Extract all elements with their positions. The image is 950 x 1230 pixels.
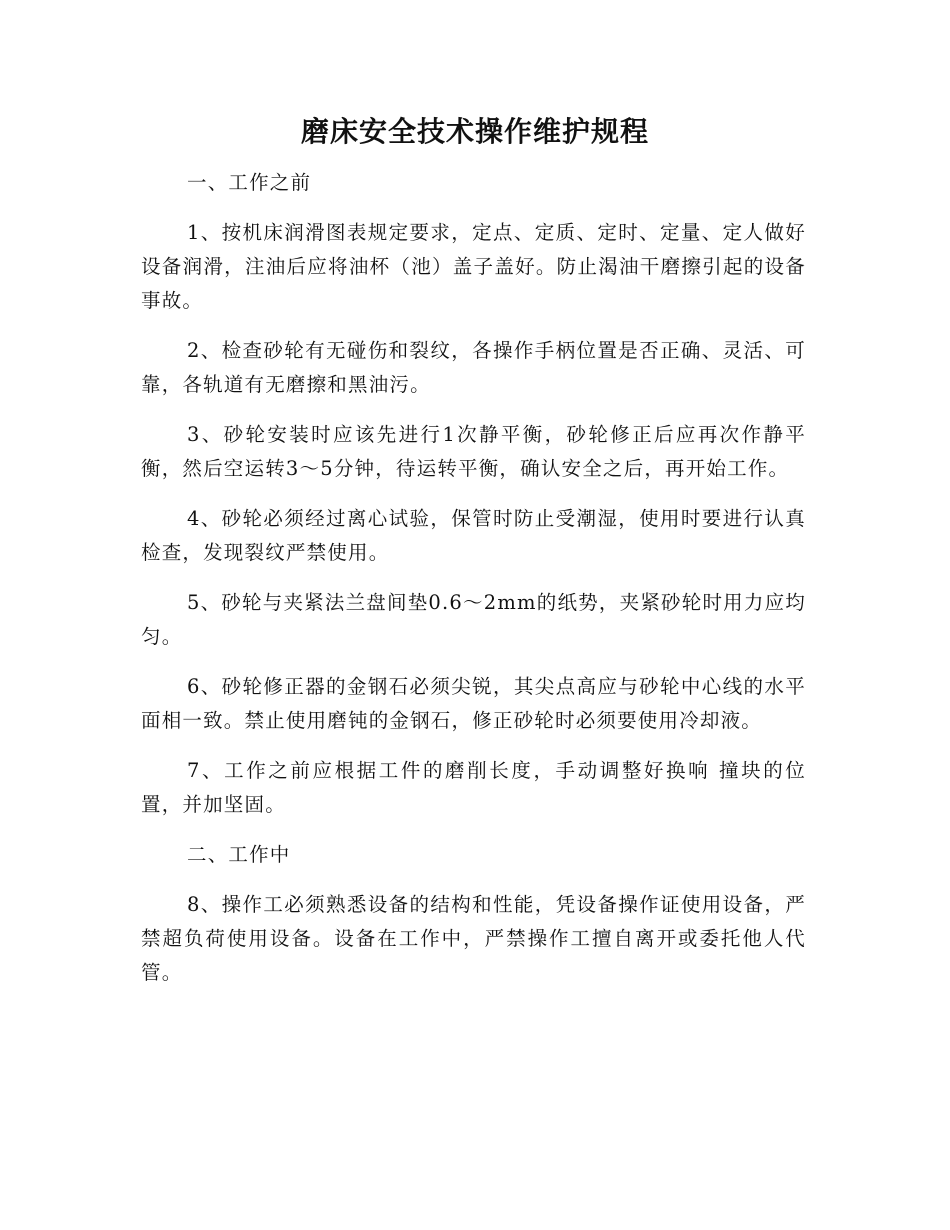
paragraph-4-centrifugal-test: 4、砂轮必须经过离心试验，保管时防止受潮湿，使用时要进行认真检查，发现裂纹严禁使用。 (141, 507, 806, 564)
paragraph-6-diamond-dresser: 6、砂轮修正器的金钢石必须尖锐，其尖点高应与砂轮中心线的水平面相一致。禁止使用磨钝的金钢石，修正砂轮时必须要使用冷却液。 (141, 675, 806, 732)
paragraph-7-stop-blocks: 7、工作之前应根据工件的磨削长度，手动调整好换响 撞块的位置，并加坚固。 (141, 759, 806, 816)
paragraph-2-inspection: 2、检查砂轮有无碰伤和裂纹，各操作手柄位置是否正确、灵活、可靠，各轨道有无磨擦和黑油污。 (141, 339, 806, 396)
document-title: 磨床安全技术操作维护规程 (300, 115, 649, 148)
paragraph-3-balancing: 3、砂轮安装时应该先进行1次静平衡，砂轮修正后应再次作静平衡，然后空运转3～5分钟，待运转平衡，确认安全之后，再开始工作。 (141, 423, 806, 480)
section-heading-during-work: 二、工作中 (187, 843, 291, 866)
paragraph-1-lubrication: 1、按机床润滑图表规定要求，定点、定质、定时、定量、定人做好设备润滑，注油后应将油杯（池）盖子盖好。防止渴油干磨擦引起的设备事故。 (141, 221, 806, 312)
document-body (141, 166, 806, 1006)
paragraph-8-operator-rules: 8、操作工必须熟悉设备的结构和性能，凭设备操作证使用设备，严禁超负荷使用设备。设备在工作中，严禁操作工擅自离开或委托他人代管。 (141, 893, 806, 984)
paragraph-5-flange-gasket: 5、砂轮与夹紧法兰盘间垫0.6～2mm的纸势，夹紧砂轮时用力应均匀。 (141, 591, 806, 648)
section-heading-before-work: 一、工作之前 (187, 171, 312, 194)
